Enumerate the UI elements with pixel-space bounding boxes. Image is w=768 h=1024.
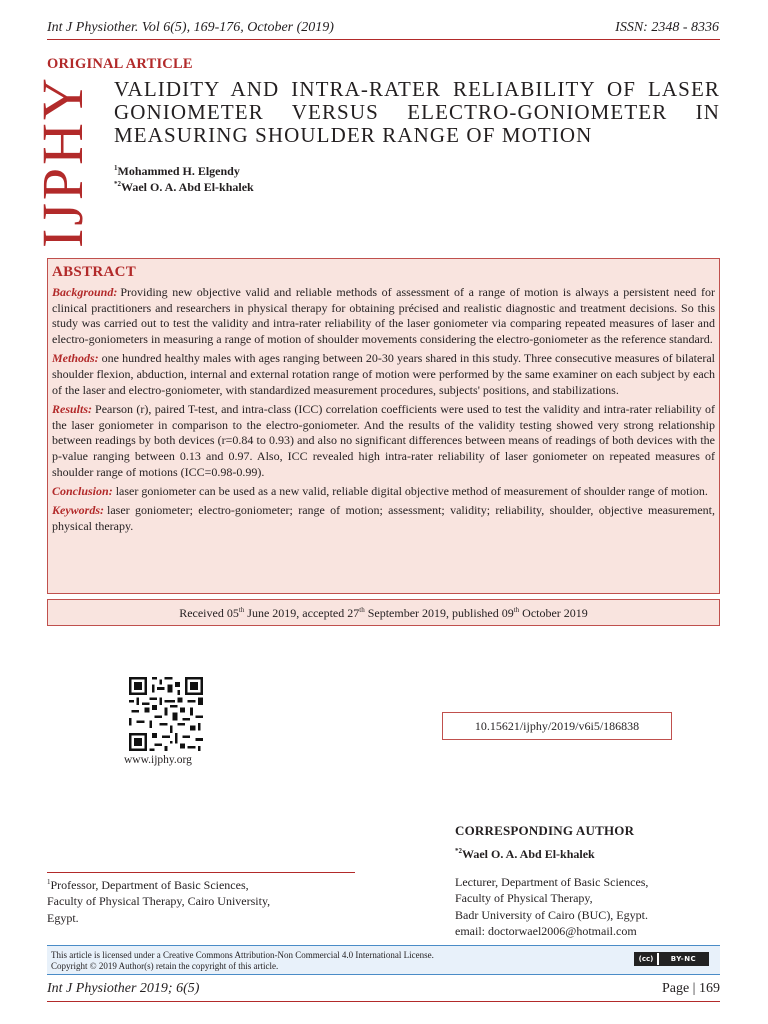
affiliation-divider — [47, 872, 355, 873]
corresponding-heading: CORRESPONDING AUTHOR — [455, 823, 635, 838]
accepted-sup: th — [359, 606, 365, 614]
methods-label: Methods: — [52, 351, 99, 366]
background-label: Background: — [52, 285, 118, 299]
doi-box[interactable]: 10.15621/ijphy/2019/v6i5/186838 — [442, 712, 672, 740]
journal-website[interactable]: www.ijphy.org — [124, 754, 192, 766]
author-2-sup: *2 — [114, 180, 121, 188]
author-1-name: Mohammed H. Elgendy — [117, 164, 240, 178]
abstract-conclusion — [52, 484, 715, 500]
header-divider — [47, 39, 720, 40]
methods-text: one hundred healthy males with ages ranging between 20-30 years shared in this study. Three consecutive measures of bilateral shoulder flexion, abduction, internal and external rotation range of motion were performed by the same examiner on each subject by each of the laser and electro-goniometer, with standardized measurement procedures, subjects' positions, and stabilizations. — [52, 351, 715, 397]
cc-license-icon[interactable] — [634, 952, 709, 966]
background-text: Providing new objective valid and reliable methods of assessment of a range of motion is always a persistent need for clinical practitioners and researchers in physical therapy for obtaining précised and realistic diagnostic and treatment decisions. So this study was carried out to test the validity and intra-rater reliability of the laser goniometer via comparing repeated measures of laser and electro-goniometers in measuring a range of motion of shoulder movements considering the electro-goniometer as the reference standard. — [52, 285, 715, 347]
published-sup: th — [513, 606, 520, 614]
author-1-sup: 1 — [114, 164, 118, 172]
abstract-heading: ABSTRACT — [52, 264, 137, 280]
published-date: October 2019 — [519, 606, 588, 620]
article-type: ORIGINAL ARTICLE — [47, 56, 193, 72]
corresponding-author — [455, 847, 595, 862]
footer-divider — [47, 1001, 720, 1002]
corr-aff-line: Faculty of Physical Therapy, — [455, 891, 593, 906]
corresponding-name: Wael O. A. Abd El-khalek — [462, 847, 595, 861]
author-2 — [114, 180, 254, 195]
keywords-label: Keywords: — [52, 503, 104, 518]
abstract-methods — [52, 351, 715, 398]
abstract-results — [52, 402, 715, 481]
corr-aff-line: Badr University of Cairo (BUC), Egypt. — [455, 907, 648, 922]
copyright-line: Copyright © 2019 Author(s) retain the copyright of this article. — [51, 961, 279, 971]
aff-line — [47, 874, 270, 893]
received-sup: th — [238, 606, 245, 614]
keywords-text: laser goniometer; electro-goniometer; range of motion; assessment; validity; reliability, shoulder, objective measurement, physical therapy. — [52, 503, 715, 533]
aff-line: Faculty of Physical Therapy, Cairo University, — [47, 894, 271, 909]
by-nc-icon: BY-NC — [659, 953, 708, 965]
corresponding-sup: *2 — [455, 847, 462, 855]
journal-reference: Int J Physiother. Vol 6(5), 169-176, October (2019) — [47, 20, 334, 35]
accepted-text: June 2019, accepted 27 — [244, 606, 360, 620]
abstract-box — [47, 258, 720, 594]
author-1 — [114, 164, 240, 179]
results-label: Results: — [52, 401, 93, 416]
license-line[interactable]: This article is licensed under a Creative Commons Attribution-Non Commercial 4.0 International License. — [51, 950, 434, 960]
corr-email[interactable]: email: doctorwael2006@hotmail.com — [455, 923, 637, 938]
conclusion-label: Conclusion: — [52, 483, 113, 498]
footer-journal: Int J Physiother 2019; 6(5) — [47, 981, 200, 996]
article-title: VALIDITY AND INTRA-RATER RELIABILITY OF LASER GONIOMETER VERSUS ELECTRO-GONIOMETER IN MEASURING SHOULDER RANGE OF MOTION — [114, 77, 720, 147]
aff-line: Egypt. — [47, 910, 79, 925]
results-text: Pearson (r), paired T-test, and intra-class (ICC) correlation coefficients were used to test the validity and intra-rater reliability of the laser goniometer in comparison to the electro-goniometer. And the results of the validity testing showed very strong relationship between readings by both devices (r=0.84 to 0.93) and also no significant differences between means of readings of both devices with the p-value ranging between 0.13 and 0.97. Also, ICC revealed high intra-rater reliability of laser goniometer on repeated measures of shoulder range of motions (ICC=0.98-0.99). — [52, 401, 715, 479]
corresponding-affiliation — [455, 874, 648, 939]
page-number: Page | 169 — [661, 981, 720, 996]
author-2-name: Wael O. A. Abd El-khalek — [121, 180, 254, 194]
journal-logo: IJPHY — [30, 75, 95, 248]
published-text: September 2019, published 09 — [364, 606, 514, 620]
aff-sup: 1 — [47, 878, 51, 886]
received-text: Received 05 — [179, 606, 239, 620]
running-header — [47, 20, 719, 36]
license-box — [47, 945, 720, 975]
cc-icon: (cc) — [635, 953, 657, 965]
abstract-keywords — [52, 503, 715, 534]
dates-box — [47, 599, 720, 626]
author-1-affiliation — [47, 874, 270, 926]
qr-code-icon[interactable] — [129, 677, 203, 751]
issn: ISSN: 2348 - 8336 — [615, 20, 719, 35]
corr-aff-line: Lecturer, Department of Basic Sciences, — [455, 875, 649, 889]
aff-line-text: Professor, Department of Basic Sciences, — [50, 878, 249, 892]
abstract-background — [52, 285, 715, 348]
conclusion-text: laser goniometer can be used as a new valid, reliable digital objective method of measurement of shoulder range of motion. — [115, 483, 708, 498]
